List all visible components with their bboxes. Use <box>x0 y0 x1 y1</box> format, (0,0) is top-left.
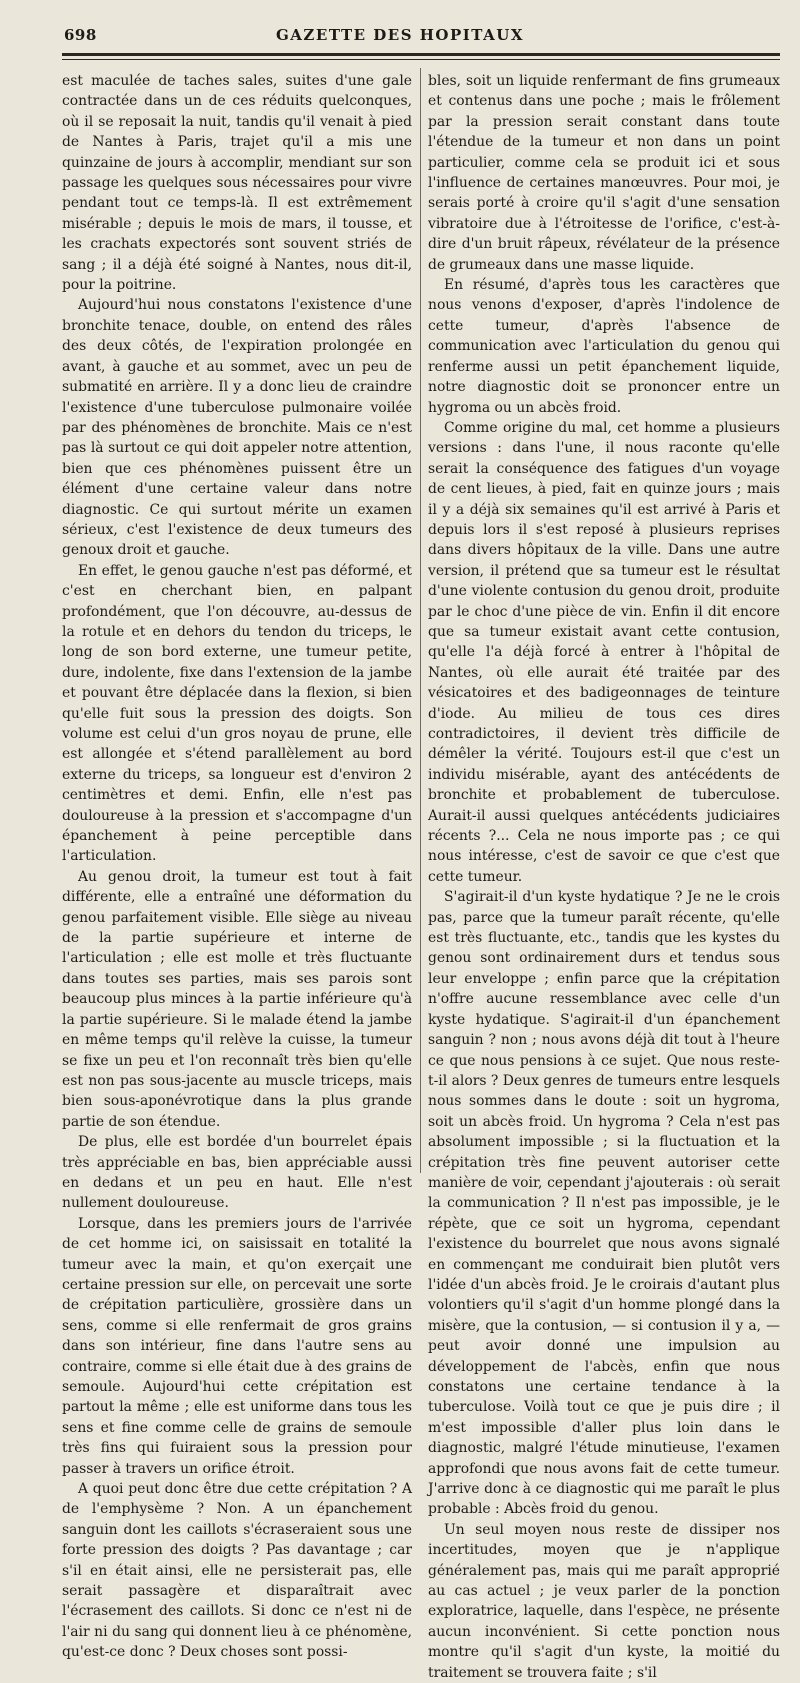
paragraph: Au genou droit, la tumeur est tout à fait différente, elle a entraîné une déformation du genou parfaitement visible. Elle siège au niveau de la partie supérieure et interne de l'articulation ; elle est molle et très fluctuante dans toutes ses parties, mais ses parois sont beaucoup plus minces à la partie inférieure qu'à la partie supérieure. Si le malade étend la jambe en même temps qu'il relève la cuisse, la tumeur se fixe un peu et l'on reconnaît très bien qu'elle est non pas sous-jacente au muscle triceps, mais bien sous-aponévrotique dans la plus grande partie de son étendue. <box>62 868 412 1130</box>
paragraph: De plus, elle est bordée d'un bourrelet épais très appréciable en bas, bien appréciable aussi en dedans et un peu en haut. Elle n'est nullement douloureuse. <box>62 1134 412 1212</box>
page-header <box>0 26 800 48</box>
column-divider <box>420 68 421 1173</box>
paragraph: En résumé, d'après tous les caractères que nous venons d'exposer, d'après l'indolence de cette tumeur, d'après l'absence de communication avec l'articulation du genou qui renferme aussi un petit épanchement liquide, notre diagnostic doit se prononcer entre un hygroma ou un abcès froid. <box>428 277 780 416</box>
header-rule-thick <box>62 53 780 56</box>
header-rule-thin <box>62 59 780 60</box>
paragraph: Un seul moyen nous reste de dissiper nos incertitudes, moyen que je n'applique généralement pas, mais qui me paraît approprié au cas actuel ; je veux parler de la ponction exploratrice, laquelle, dans l'espèce, ne présente aucun inconvénient. Si cette ponction nous montre qu'il s'agit d'un kyste, la moitié du traitement se trouvera faite ; s'il <box>428 1521 780 1681</box>
paragraph: est maculée de taches sales, suites d'une gale contractée dans un de ces réduits quelconques, où il se reposait la nuit, tandis qu'il venait à pied de Nantes à Paris, trajet qu'il a mis une quinzaine de jours à accomplir, mendiant sur son passage les quelques sous nécessaires pour vivre pendant tout ce temps-là. Il est extrêmement misérable ; depuis le mois de mars, il tousse, et les crachats expectorés sont souvent striés de sang ; il a déjà été soigné à Nantes, nous dit-il, pour la poitrine. <box>62 73 412 294</box>
paragraph: Comme origine du mal, cet homme a plusieurs versions : dans l'une, il nous raconte qu'elle serait la conséquence des fatigues d'un voyage de cent lieues, à pied, fait en quinze jours ; mais il y a déjà six semaines qu'il est arrivé à Paris et depuis lors il s'est reposé à plusieurs reprises dans divers hôpitaux de la ville. Dans une autre version, il prétend que sa tumeur est le résultat d'une violente contusion du genou droit, produite par le choc d'une pièce de vin. Enfin il dit encore que sa tumeur existait avant cette contusion, qu'elle l'a déjà forcé à entrer à l'hôpital de Nantes, où elle aurait été traitée par des vésicatoires et des badigeonnages de teinture d'iode. Au milieu de tous ces dires contradictoires, il devient très difficile de démêler la vérité. Toujours est-il que c'est un individu misérable, ayant des antécédents de bronchite et probablement de tuberculose. Aurait-il aussi quelques antécédents judiciaires récents ?... Cela ne nous importe pas ; ce qui nous intéresse, c'est de savoir ce que c'est que cette tumeur. <box>428 419 780 885</box>
paragraph: Lorsque, dans les premiers jours de l'arrivée de cet homme ici, on saisissait en totalité la tumeur avec la main, et qu'on exerçait une certaine pression sur elle, on percevait une sorte de crépitation particulière, grossière dans un sens, comme si elle renfermait de gros grains dans son intérieur, fine dans l'autre sens au contraire, comme si elle était due à des grains de semoule. Aujourd'hui cette crépitation est partout la même ; elle est uniforme dans tous les sens et fine comme celle de grains de semoule très fins qui fuiraient sous la pression pour passer à travers un orifice étroit. <box>62 1215 412 1477</box>
left-column <box>62 71 412 1663</box>
page-number: 698 <box>64 26 97 44</box>
paragraph: bles, soit un liquide renfermant de fins grumeaux et contenus dans une poche ; mais le frôlement par la pression serait constant dans toute l'étendue de la tumeur et non dans un point particulier, comme cela se produit ici et sous l'influence de certaines manœuvres. Pour moi, je serais porté à croire qu'il s'agit d'une sensation vibratoire due à l'étroitesse de l'orifice, c'est-à-dire d'un bruit râpeux, révélateur de la présence de grumeaux dans une masse liquide. <box>428 73 780 273</box>
paragraph: A quoi peut donc être due cette crépitation ? A de l'emphysème ? Non. A un épanchement sanguin dont les caillots s'écraseraient sous une forte pression des doigts ? Pas davantage ; car s'il en était ainsi, elle ne persisterait pas, elle serait passagère et disparaîtrait avec l'écrasement des caillots. Si donc ce n'est ni de l'air ni du sang qui donnent lieu à ce phénomène, qu'est-ce donc ? Deux choses sont possi- <box>62 1481 412 1661</box>
right-column <box>428 71 780 1683</box>
paragraph: Aujourd'hui nous constatons l'existence d'une bronchite tenace, double, on entend des râles des deux côtés, de l'expiration prolongée en avant, à gauche et au sommet, avec un peu de submatité en arrière. Il y a donc lieu de craindre l'existence d'une tuberculose pulmonaire voilée par des phénomènes de bronchite. Mais ce n'est pas là surtout ce qui doit appeler notre attention, bien que ces phénomènes puissent être un élément d'une certaine valeur dans notre diagnostic. Ce qui surtout mérite un examen sérieux, c'est l'existence de deux tumeurs des genoux droit et gauche. <box>62 297 412 559</box>
paragraph: En effet, le genou gauche n'est pas déformé, et c'est en cherchant bien, en palpant profondément, que l'on découvre, au-dessus de la rotule et en dehors du tendon du triceps, le long de son bord externe, une tumeur petite, dure, indolente, fixe dans l'extension de la jambe et pouvant être déplacée dans la flexion, si bien qu'elle fuit sous la pression des doigts. Son volume est celui d'un gros noyau de prune, elle est allongée et s'étend parallèlement au bord externe du triceps, sa longueur est d'environ 2 centimètres et demi. Enfin, elle n'est pas douloureuse à la pression et s'accompagne d'un épanchement à peine perceptible dans l'articulation. <box>62 562 412 865</box>
running-title: GAZETTE DES HOPITAUX <box>275 26 524 44</box>
paragraph: S'agirait-il d'un kyste hydatique ? Je ne le crois pas, parce que la tumeur paraît récente, qu'elle est très fluctuante, etc., tandis que les kystes du genou sont ordinairement durs et tendus sous leur enveloppe ; enfin parce que la crépitation n'offre aucune ressemblance avec celle d'un kyste hydatique. S'agirait-il d'un épanchement sanguin ? non ; nous avons déjà dit tout à l'heure ce que nous pensions à ce sujet. Que nous reste-t-il alors ? Deux genres de tumeurs entre lesquels nous sommes dans le doute : soit un hygroma, soit un abcès froid. Un hygroma ? Cela n'est pas absolument impossible ; si la fluctuation et la crépitation très fine peuvent autoriser cette manière de voir, cependant j'ajouterais : où serait la communication ? Il n'est pas impossible, je le répète, que ce soit un hygroma, cependant l'existence du bourrelet que nous avons signalé en commençant me conduirait bien plutôt vers l'idée d'un abcès froid. Je le croirais d'autant plus volontiers qu'il s'agit d'un homme plongé dans la misère, que la contusion, — si contusion il y a, — peut avoir donné une impulsion au développement de l'abcès, enfin que nous constatons une certaine tendance à la tuberculose. Voilà tout ce que je puis dire ; il m'est impossible d'aller plus loin dans le diagnostic, malgré l'étude minutieuse, l'examen approfondi que nous avons fait de cette tumeur. J'arrive donc à ce diagnostic qui me paraît le plus probable : Abcès froid du genou. <box>428 889 780 1518</box>
